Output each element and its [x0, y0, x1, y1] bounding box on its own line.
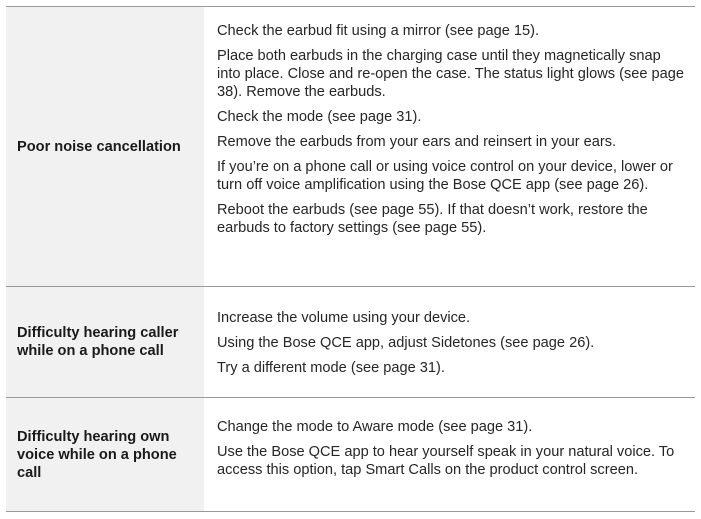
table-row — [6, 287, 695, 398]
table-row — [6, 398, 695, 512]
solution-item: Using the Bose QCE app, adjust Sidetones (see page 26). — [217, 335, 595, 351]
solution-item: If you’re on a phone call or using voice control on your device, lower or turn off voice amplification using the Bose QCE app (see page 26). — [217, 159, 673, 193]
solution-item: Increase the volume using your device. — [217, 310, 471, 326]
problem-cell: Difficulty hearing own voice while on a phone call — [6, 398, 204, 511]
solutions-cell — [204, 398, 695, 511]
solution-item: Place both earbuds in the charging case until they magnetically snap into place. Close and re-open the case. The status light glows (see page 38). Remove the earbuds. — [217, 48, 685, 100]
troubleshooting-table — [6, 6, 695, 512]
solutions-cell — [204, 287, 695, 397]
problem-cell: Poor noise cancellation — [6, 7, 204, 286]
solution-item: Try a different mode (see page 31). — [217, 360, 445, 376]
solution-item: Remove the earbuds from your ears and reinsert in your ears. — [217, 134, 617, 150]
solution-item: Use the Bose QCE app to hear yourself speak in your natural voice. To access this option, tap Smart Calls on the product control screen. — [217, 444, 675, 478]
solutions-cell — [204, 7, 695, 286]
table-row — [6, 7, 695, 287]
solution-item: Check the earbud fit using a mirror (see page 15). — [217, 23, 540, 39]
problem-cell: Difficulty hearing caller while on a phone call — [6, 287, 204, 397]
solution-item: Change the mode to Aware mode (see page 31). — [217, 419, 533, 435]
solution-item: Check the mode (see page 31). — [217, 109, 422, 125]
solution-item: Reboot the earbuds (see page 55). If that doesn’t work, restore the earbuds to factory settings (see page 55). — [217, 202, 648, 236]
